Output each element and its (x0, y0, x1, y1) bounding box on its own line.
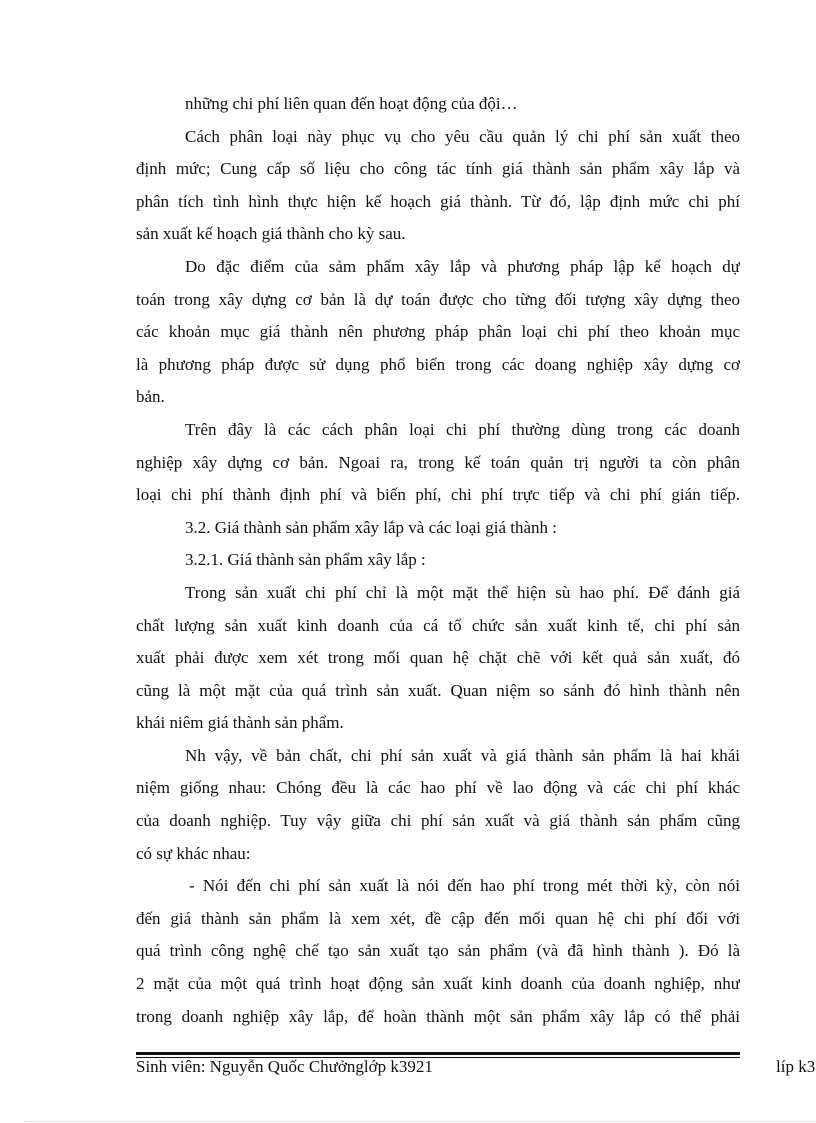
text-line: Trong sản xuất chi phí chỉ là một mặt thể hiện sù hao phí. Để đánh giá (185, 582, 740, 602)
text-line: nghiệp xây dựng cơ bản. Ngoai ra, trong kế toán quản trị người ta còn phân (136, 452, 740, 472)
text-line: Nh vậy, về bản chất, chi phí sản xuất và giá thành sản phẩm là hai khái (185, 745, 740, 765)
text-line: Do đặc điểm của sảm phẩm xây lắp và phương pháp lập kế hoạch dự (185, 256, 740, 276)
page-edge-dotted-line (24, 1121, 816, 1122)
text-line: có sự khác nhau: (136, 843, 251, 863)
text-line: bản. (136, 387, 165, 407)
footer-class-info: líp k3 (776, 1057, 816, 1076)
text-line: 2 mặt của một quá trình hoạt động sản xuất kinh doanh của doanh nghiệp, như (136, 974, 740, 994)
text-line: là phương pháp được sử dụng phổ biến trong các doang nghiệp xây dựng cơ (136, 354, 740, 374)
footer-student-info: Sinh viên: Nguyễn Quốc Chưởnglớp k3921 (136, 1057, 433, 1076)
section-heading: 3.2. Giá thành sản phẩm xây lắp và các loại giá thành : (185, 517, 557, 537)
text-line: toán trong xây dựng cơ bản là dự toán được cho từng đối tượng xây dựng theo (136, 289, 740, 309)
subsection-heading: 3.2.1. Giá thành sản phẩm xây lắp : (185, 550, 426, 570)
text-line: Cách phân loại này phục vụ cho yêu cầu quản lý chi phí sản xuất theo (185, 126, 740, 146)
text-line: cũng là một mặt của quá trình sản xuất. Quan niệm so sánh đó hình thành nên (136, 680, 740, 700)
footer-divider (136, 1052, 740, 1055)
text-line: khái niêm giá thành sản phẩm. (136, 713, 344, 733)
text-line: niệm giống nhau: Chóng đều là các hao phí về lao động và các chi phí khác (136, 778, 740, 798)
text-line: quá trình công nghệ chế tạo sản xuất tạo sản phẩm (và đã hình thành ). Đó là (136, 941, 740, 961)
body-text (136, 88, 740, 1033)
text-line: trong doanh nghiệp xây lắp, để hoàn thành một sản phẩm xây lắp có thể phải (136, 1006, 740, 1026)
text-line: - Nói đến chi phí sản xuất là nói đến hao phí trong mét thời kỳ, còn nói (189, 876, 740, 896)
text-line: phân tích tình hình thực hiện kế hoạch giá thành. Từ đó, lập định mức chi phí (136, 191, 740, 211)
text-line: các khoản mục giá thành nên phương pháp phân loại chi phí theo khoản mục (136, 322, 740, 342)
text-line: định mức; Cung cấp số liệu cho công tác tính giá thành sản phẩm xây lắp và (136, 159, 740, 179)
text-line: chất lượng sản xuất kinh doanh của cá tổ chức sản xuất kinh tế, chi phí sản (136, 615, 740, 635)
text-line: sản xuất kế hoạch giá thành cho kỳ sau. (136, 224, 406, 244)
text-line: đến giá thành sản phẩm là xem xét, đề cập đến mối quan hệ chi phí đối với (136, 908, 740, 928)
text-line: của doanh nghiệp. Tuy vậy giữa chi phí sản xuất và giá thành sản phẩm cũng (136, 811, 740, 831)
text-line: xuất phải được xem xét trong mối quan hệ chặt chẽ với kết quả sản xuất, đó (136, 648, 740, 668)
text-line: những chi phí liên quan đến hoạt động của đội… (185, 94, 518, 113)
text-line: loại chi phí thành định phí và biến phí, chi phí trực tiếp và chi phí gián tiếp. (136, 485, 740, 505)
text-line: Trên đây là các cách phân loại chi phí thường dùng trong các doanh (185, 419, 740, 439)
